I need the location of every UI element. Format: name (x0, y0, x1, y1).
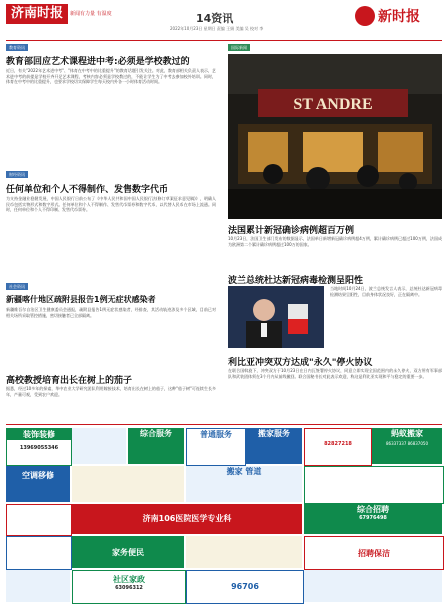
ad-f[interactable] (6, 570, 70, 602)
ad-c[interactable] (6, 504, 72, 536)
section-tag-society: 社会资讯 (6, 283, 28, 290)
ad-hospital-title: 济南106医院医学专业科 (142, 514, 232, 523)
poland-president-photo (228, 286, 324, 348)
article-poland-president: 当地时间10月24日，波兰总统发言人表示，总统杜达新冠病毒检测结果呈阳性，目前身体状况良好，正在隔离中。 (330, 286, 442, 297)
ad-ant[interactable] (372, 428, 442, 464)
headline-art-exam[interactable]: 教育部回应艺术课程进中考:必须是学校教过的 (6, 57, 190, 67)
ad-ant-title: 蚂蚁搬家 (391, 429, 423, 438)
ad-decor-phone: 13969055346 (19, 445, 59, 451)
ad-aircon[interactable] (6, 466, 70, 502)
headline-tree-eggplant[interactable]: 高校教授培育出长在树上的茄子 (6, 376, 133, 386)
ad-house-title: 综合服务 (140, 429, 172, 438)
headline-poland-president[interactable]: 波兰总统杜达新冠病毒检测呈阳性 (228, 276, 364, 286)
article-digital-token: 为支持金融业稳健发展，中国人民银行日前公布了《中华人民共和国中国人民银行法(修订草案征求意见稿)》，明确人民币包括实物形式和数字形式。任何单位和个人不得制作、发售代币票券和数字代币，以代替人民币在市场上流通。同时，任何单位和个人不得印制、发售代币票券。 (6, 196, 216, 212)
ad-welfare[interactable] (304, 536, 444, 570)
logo-mark-icon (355, 6, 375, 26)
ad-hospital[interactable] (72, 504, 302, 534)
dateline: 2022年10月23日 星期日 责编 王娟 美编 吴 校对 李 (170, 26, 264, 31)
ad-recruit-phone: 67976498 (359, 515, 387, 521)
ad-general-a[interactable] (72, 428, 126, 464)
ad-general-title: 普通服务 (200, 430, 232, 439)
ad-e[interactable] (186, 536, 302, 568)
newspaper-logo: 济南时报 (6, 4, 68, 24)
ad-welfare-title: 招聘保洁 (358, 549, 390, 558)
ad-listing-b[interactable] (304, 466, 444, 504)
ad-recruit[interactable] (304, 504, 442, 534)
headline-france-covid[interactable]: 法国累计新冠确诊病例超百万例 (228, 226, 355, 236)
ad-water[interactable] (186, 466, 302, 502)
ad-house[interactable] (128, 428, 184, 464)
cafe-sign-text: ST ANDRE (293, 96, 373, 113)
section-tag-international: 国际新闻 (228, 44, 250, 51)
ad-decor[interactable] (6, 428, 72, 466)
header-rule (6, 40, 442, 41)
article-xinjiang-case: 新疆维吾尔自治区卫生健康委员会通报，疏附县报告1例无症状感染者，经排查，其活动轨迹涉及多个区域，目前已对相关场所采取管控措施，密切接触者已全部隔离。 (6, 307, 216, 318)
page-title: 14资讯 (196, 12, 234, 25)
headline-digital-token[interactable]: 任何单位和个人不得制作、发售数字代币 (6, 185, 169, 195)
newspaper-slogan: 新闻有力量 有温度 (70, 11, 112, 17)
article-libya-ceasefire: 在联合国斡旋下，冲突双方于10月23日在日内瓦签署停火协议，同意立即实现全国范围内的永久停火，双方所有军事部队和武装团体须在3个月内从前线撤回。联合国秘书长对此表示欢迎，称这是利比亚实现和平与稳定的重要一步。 (228, 368, 442, 379)
ad-community-title: 社区家政 (113, 575, 145, 584)
ad-listing-a[interactable] (72, 466, 184, 502)
section-tag-education: 教育资讯 (6, 44, 28, 51)
ad-move[interactable] (246, 428, 302, 464)
ad-aircon-title: 空调移修 (22, 471, 54, 480)
ad-d[interactable] (6, 536, 72, 570)
ad-ant-phone: 86337337 86837050 (386, 441, 428, 446)
ad-hotline[interactable] (186, 570, 304, 604)
headline-libya-ceasefire[interactable]: 利比亚冲突双方达成"永久"停火协议 (228, 358, 373, 368)
poland-president-illustration (228, 286, 324, 348)
ad-move-phone: 82827218 (324, 441, 352, 447)
ad-move-title: 搬家服务 (258, 429, 290, 438)
ad-decor-title: 装饰装修 (7, 429, 71, 440)
ad-bottom-phone: 63096312 (115, 585, 143, 591)
ad-hotline-number: 96706 (231, 582, 259, 591)
right-logo: 新时报 (378, 9, 420, 25)
section-tag-finance: 财经资讯 (6, 171, 28, 178)
article-tree-eggplant: 据悉，经过10多年的探索，华中农业大学研究团队利用嫁接技术，培育出长在树上的茄子，这种"茄子树"可连续生长多年，产量可观，受到农户欢迎。 (6, 386, 216, 397)
article-art-exam: 近日，有关"2022年艺术进中考"、"体育在中考中的比重提升"的教育话题引发关注。对此，教育部相关负责人表示，艺术进中考的前提是学校开齐开足艺术课程，考核内容必须是学校教过的，不能让学生为了中考去参加校外培训。同时，体育在中考中的比重提升，也要求学校切实保障学生每天校内外各一小时体育活动时间。 (6, 68, 216, 84)
headline-xinjiang-case[interactable]: 新疆喀什地区疏附县报告1例无症状感染者 (6, 295, 156, 304)
ad-home[interactable] (72, 536, 184, 568)
ad-section-rule (6, 424, 442, 425)
masthead (0, 0, 448, 40)
ad-general[interactable] (186, 428, 246, 466)
paris-cafe-illustration (228, 54, 442, 219)
article-france-covid: 10月23日，法国卫生部门发布的数据显示，法国单日新增新冠确诊病例超4万例，累计确诊病例已超过100万例，法国成为欧洲第二个累计确诊病例超过100万的国家。 (228, 236, 442, 247)
paris-cafe-photo (228, 54, 442, 219)
ad-g[interactable] (304, 570, 442, 602)
ad-move-phone-box[interactable] (304, 428, 372, 466)
ad-community[interactable] (72, 570, 186, 604)
ad-recruit-title: 综合招聘 (357, 505, 389, 514)
ad-home-title: 家务便民 (112, 548, 144, 557)
ad-water-title: 搬家 管道 (226, 467, 262, 476)
